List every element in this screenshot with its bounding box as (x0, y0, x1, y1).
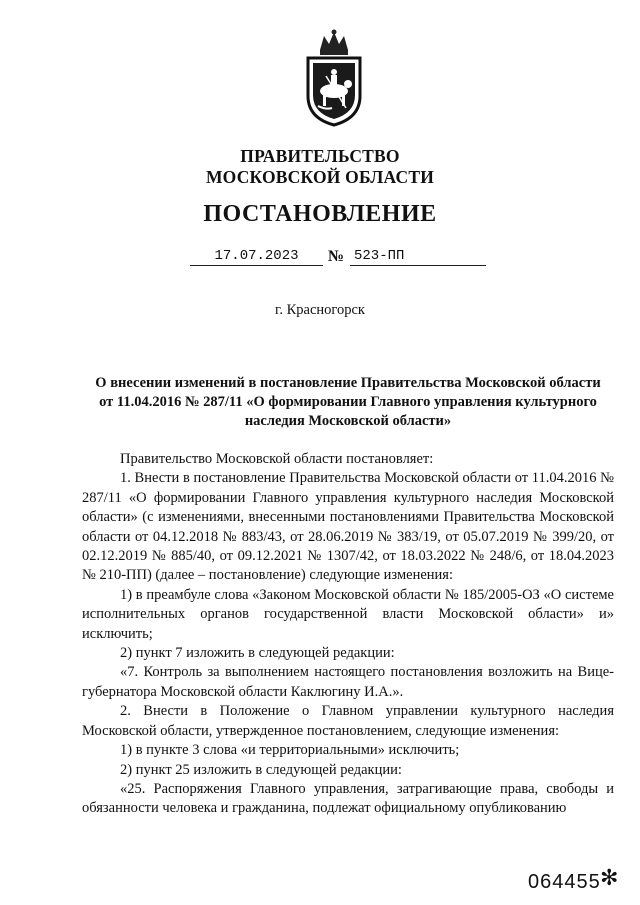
paragraph: 2. Внести в Положение о Главном управлении культурного наследия Московской области, утвержденное постановлением, следующие изменения: (82, 703, 614, 739)
document-number: 523-ПП (350, 248, 486, 266)
moscow-oblast-coat-of-arms-icon (298, 28, 370, 128)
document-type: ПОСТАНОВЛЕНИЕ (203, 201, 437, 227)
org-name-line1: ПРАВИТЕЛЬСТВО (240, 146, 400, 166)
city: г. Красногорск (275, 302, 365, 318)
title-line: наследия Московской области» (244, 413, 452, 429)
org-name-line2: МОСКОВСКОЙ ОБЛАСТИ (205, 167, 435, 187)
paragraph: Правительство Московской области постановляет: (120, 451, 434, 467)
paragraph: 2) пункт 25 изложить в следующей редакции: (120, 761, 402, 778)
paragraph: 1) в преамбуле слова «Законом Московской области № 185/2005-ОЗ «О системе исполнительных органов государственной власти Московской области» и» исключить; (82, 586, 614, 642)
serial-number: 064455 (528, 871, 601, 893)
document-title (82, 374, 614, 431)
asterisk-mark-icon: ✻ (600, 866, 619, 891)
paragraph: «25. Распоряжения Главного управления, затрагивающие права, свободы и обязанности человека и гражданина, подлежат официальному опубликованию (82, 780, 614, 817)
title-line: от 11.04.2016 № 287/11 «О формировании Главного управления культурного (99, 394, 597, 410)
paragraph: 1. Внести в постановление Правительства Московской области от 11.04.2016 № 287/11 «О формировании Главного управления культурного наследия Московской области» (с изменениями, внесенными постановлениями Правительства Московской области от 04.12.2018 № 883/43, от 28.06.2019 № 383/19, от 05.07.2019 № 399/20, от 02.12.2019 № 885/40, от 09.12.2021 № 1307/42, от 18.03.2022 № 248/6, от 18.04.2023 № 210-ПП) (далее – постановление) следующие изменения: (82, 470, 614, 584)
document-date: 17.07.2023 (190, 248, 323, 266)
date-number-line (0, 248, 640, 272)
paragraph: «7. Контроль за выполнением настоящего постановления возложить на Вице-губернатора Московской области Каклюгину И.А.». (82, 664, 614, 700)
document-body (82, 450, 614, 819)
paragraph: 2) пункт 7 изложить в следующей редакции: (120, 645, 395, 662)
title-line: О внесении изменений в постановление Правительства Московской области (95, 375, 601, 391)
number-sign: № (328, 248, 345, 265)
paragraph: 1) в пункте 3 слова «и территориальными» исключить; (120, 742, 460, 759)
